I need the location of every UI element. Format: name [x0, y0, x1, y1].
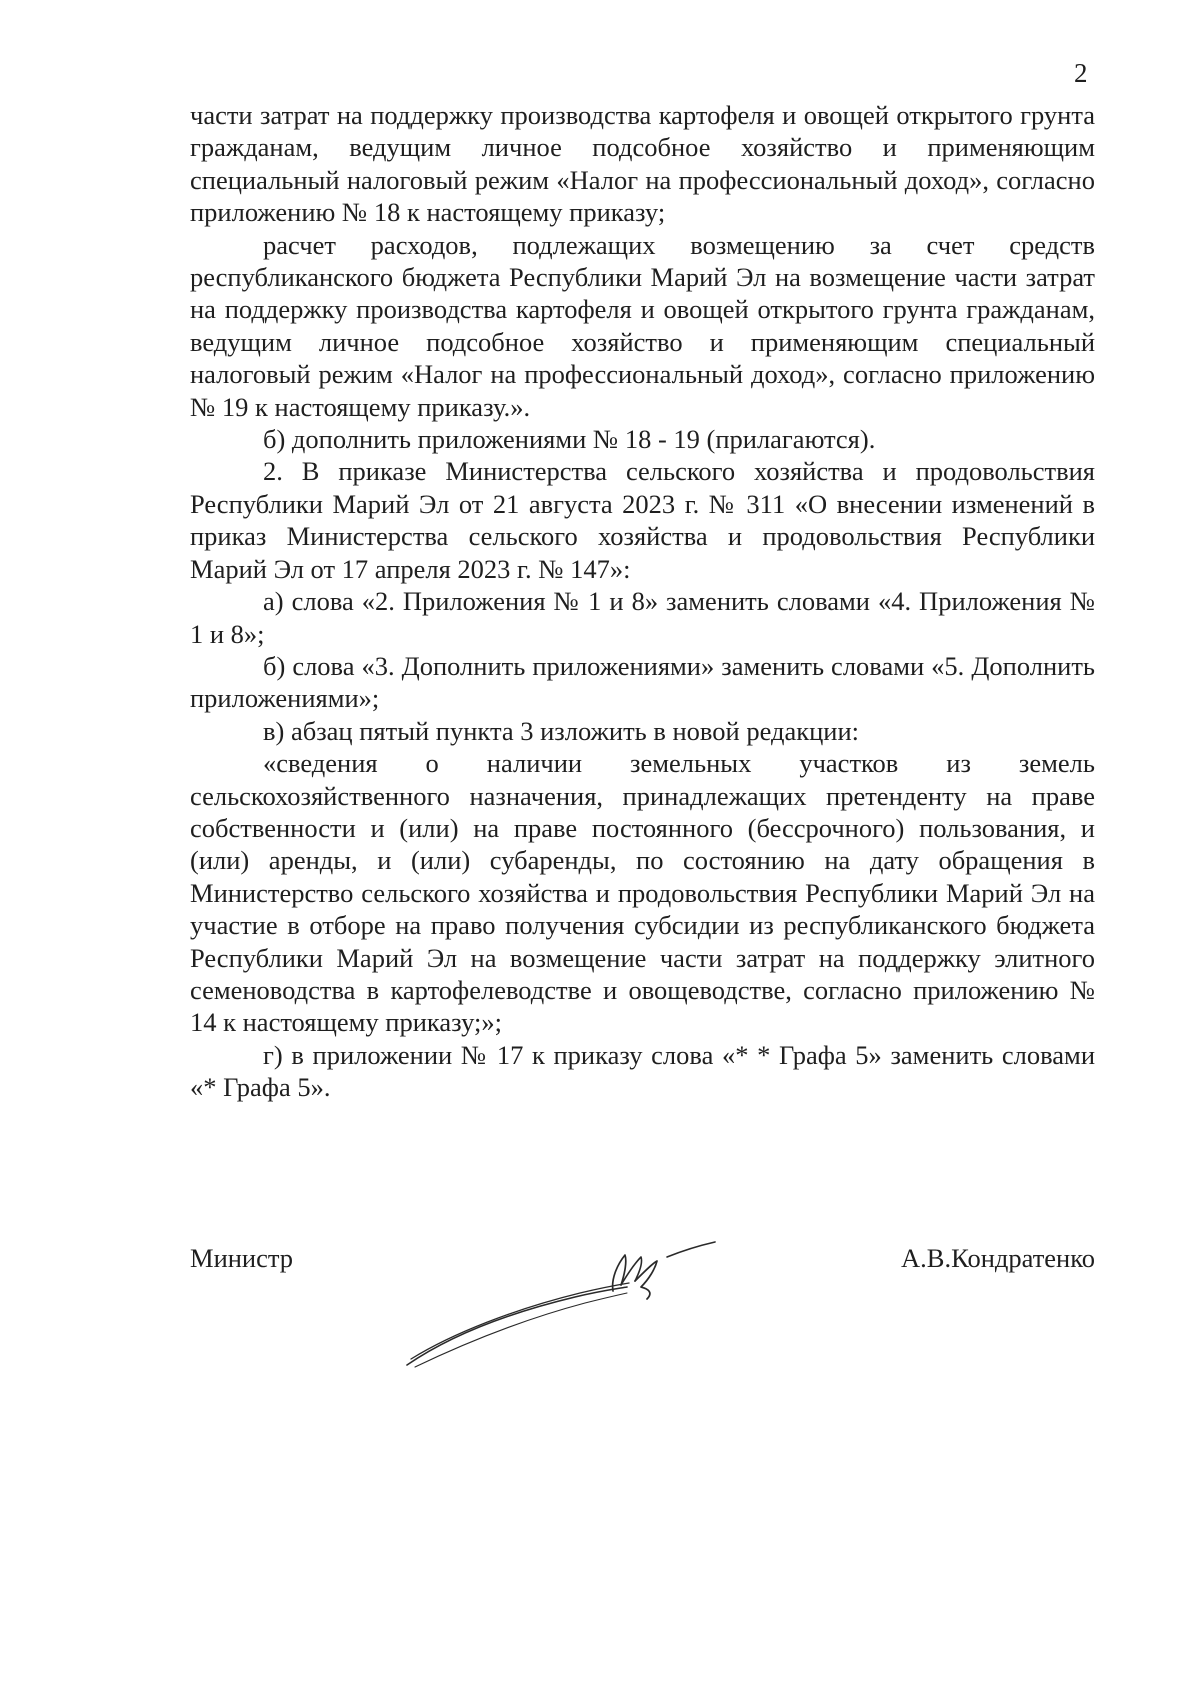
paragraph: «сведения о наличии земельных участков из земель сельскохозяйственного назначения, принадлежащих претенденту на праве собственности и (или) на праве постоянного (бессрочного) пользования, и (или) аренды, и (или) субаренды, по состоянию на дату обращения в Министерство сельского хозяйства и продовольствия Республики Марий Эл на участие в отборе на право получения субсидии из республиканского бюджета Республики Марий Эл на возмещение части затрат на поддержку элитного семеноводства в картофелеводстве и овощеводстве, согласно приложению № 14 к настоящему приказу;»;	[190, 748, 1095, 1038]
paragraph: г) в приложении № 17 к приказу слова «* * Графа 5» заменить словами «* Графа 5».	[190, 1039, 1095, 1103]
signatory-name: А.В.Кондратенко	[901, 1243, 1095, 1273]
signatory-role: Министр	[190, 1243, 294, 1273]
paragraph-continued: части затрат на поддержку производства картофеля и овощей открытого грунта гражданам, ведущим личное подсобное хозяйство и применяющим специальный налоговый режим «Налог на профессиональный доход», согласно приложению № 18 к настоящему приказу;	[190, 100, 1095, 228]
page-number: 2	[1074, 58, 1088, 88]
paragraph: в) абзац пятый пункта 3 изложить в новой редакции:	[263, 715, 860, 746]
document-body	[190, 99, 1095, 1104]
paragraph: б) слова «3. Дополнить приложениями» заменить словами «5. Дополнить приложениями»;	[190, 650, 1095, 714]
handwritten-signature	[405, 1235, 735, 1370]
paragraph: б) дополнить приложениями № 18 - 19 (прилагаются).	[263, 424, 876, 455]
paragraph: а) слова «2. Приложения № 1 и 8» заменить словами «4. Приложения № 1 и 8»;	[190, 586, 1095, 649]
paragraph: 2. В приказе Министерства сельского хозяйства и продовольствия Республики Марий Эл от 21 августа 2023 г. № 311 «О внесении изменений в приказ Министерства сельского хозяйства и продовольствия Республики Марий Эл от 17 апреля 2023 г. № 147»:	[190, 456, 1095, 584]
paragraph: расчет расходов, подлежащих возмещению за счет средств республиканского бюджета Республики Марий Эл на возмещение части затрат на поддержку производства картофеля и овощей открытого грунта гражданам, ведущим личное подсобное хозяйство и применяющим специальный налоговый режим «Налог на профессиональный доход», согласно приложению № 19 к настоящему приказу.».	[190, 229, 1095, 422]
